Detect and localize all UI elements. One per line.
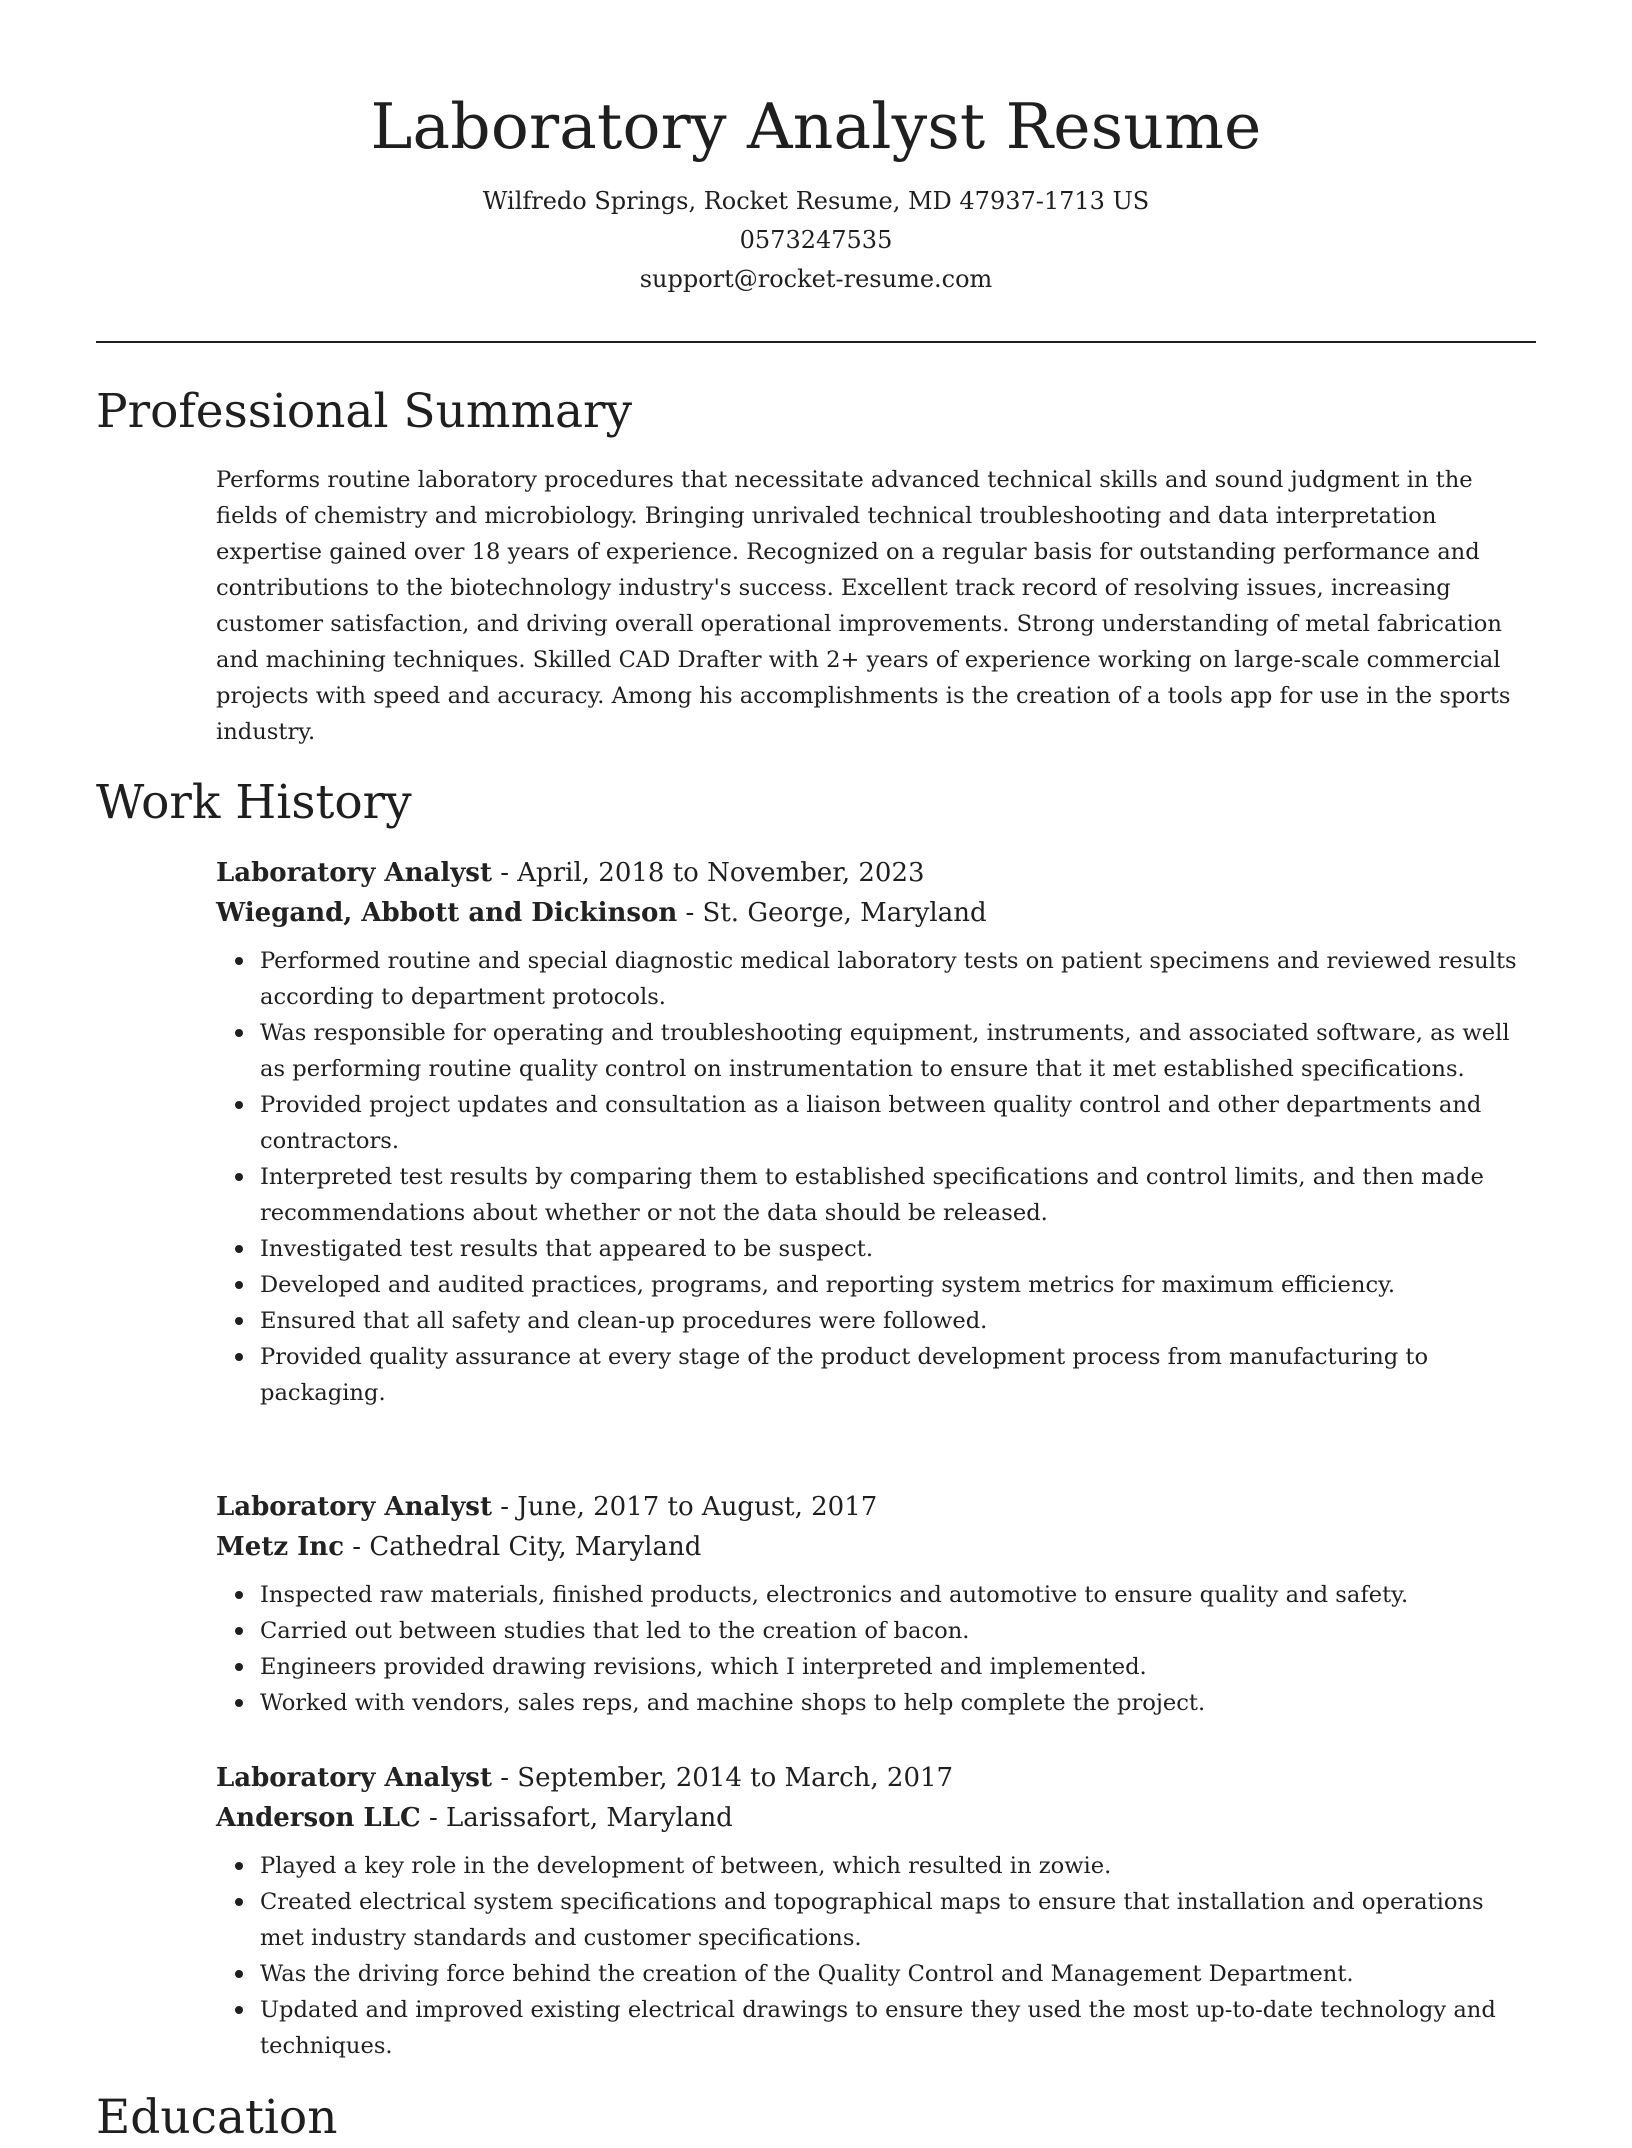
job-dates: - June, 2017 to August, 2017 (491, 1492, 878, 1522)
summary-heading: Professional Summary (96, 384, 633, 439)
summary-text: Performs routine laboratory procedures that necessitate advanced technical skills and sound judgment in the fields of chemistry and microbiology. Bringing unrivaled technical troubleshooting and data interpretation expertise gained over 18 years of experience. Recognized on a regular basis for outstanding performance and contributions to the biotechnology industry's success. Excellent track record of resolving issues, increasing customer satisfaction, and driving overall operational improvements. Strong understanding of metal fabrication and machining techniques. Skilled CAD Drafter with 2+ years of experience working on large-scale commercial projects with speed and accuracy. Among his accomplishments is the creation of a tools app for use in the sports industry. (216, 467, 1511, 745)
job-title: Laboratory Analyst (216, 858, 492, 888)
job-location: - St. George, Maryland (677, 898, 987, 928)
job-dates: - September, 2014 to March, 2017 (491, 1763, 954, 1793)
job-company-line (216, 1527, 1534, 1567)
job-company: Metz Inc (216, 1532, 345, 1562)
job-title-line (216, 1487, 1534, 1527)
list-item: Provided project updates and consultation as a liaison between quality control and other departments and contractors. (260, 1087, 1534, 1159)
job-duties-list (216, 1577, 1534, 1721)
list-item: Developed and audited practices, programs, and reporting system metrics for maximum efficiency. (260, 1267, 1534, 1303)
job-dates: - April, 2018 to November, 2023 (491, 858, 925, 888)
resume-title: Laboratory Analyst Resume (370, 90, 1262, 163)
list-item: Played a key role in the development of between, which resulted in zowie. (260, 1848, 1534, 1884)
list-item: Inspected raw materials, finished products, electronics and automotive to ensure quality and safety. (260, 1577, 1534, 1613)
list-item: Investigated test results that appeared to be suspect. (260, 1231, 1534, 1267)
list-item: Was responsible for operating and troubleshooting equipment, instruments, and associated software, as well as performing routine quality control on instrumentation to ensure that it met established specifications. (260, 1015, 1534, 1087)
job-duties-list (216, 943, 1534, 1411)
contact-email: support@rocket-resume.com (639, 265, 993, 293)
list-item: Interpreted test results by comparing them to established specifications and control limits, and then made recommendations about whether or not the data should be released. (260, 1159, 1534, 1231)
job-entry (216, 1487, 1534, 1721)
education-heading: Education (96, 2090, 338, 2145)
list-item: Carried out between studies that led to the creation of bacon. (260, 1613, 1534, 1649)
job-location: - Cathedral City, Maryland (344, 1532, 702, 1562)
contact-phone: 0573247535 (739, 226, 893, 254)
contact-address: Wilfredo Springs, Rocket Resume, MD 47937-1713 US (482, 187, 1150, 215)
job-title: Laboratory Analyst (216, 1492, 492, 1522)
job-duties-list (216, 1848, 1534, 2064)
job-location: - Larissafort, Maryland (420, 1803, 733, 1833)
list-item: Updated and improved existing electrical drawings to ensure they used the most up-to-date technology and techniques. (260, 1992, 1534, 2064)
work-history-heading: Work History (96, 775, 412, 830)
job-company-line (216, 1798, 1534, 1838)
job-entry (216, 1758, 1534, 2064)
list-item: Engineers provided drawing revisions, which I interpreted and implemented. (260, 1649, 1534, 1685)
list-item: Was the driving force behind the creation of the Quality Control and Management Department. (260, 1956, 1534, 1992)
list-item: Worked with vendors, sales reps, and machine shops to help complete the project. (260, 1685, 1534, 1721)
job-company: Wiegand, Abbott and Dickinson (216, 898, 678, 928)
contact-info (0, 182, 1632, 299)
job-title: Laboratory Analyst (216, 1763, 492, 1793)
job-title-line (216, 1758, 1534, 1798)
job-entry (216, 853, 1534, 1411)
resume-header (0, 0, 1632, 299)
list-item: Performed routine and special diagnostic medical laboratory tests on patient specimens and reviewed results according to department protocols. (260, 943, 1534, 1015)
list-item: Ensured that all safety and clean-up procedures were followed. (260, 1303, 1534, 1339)
list-item: Created electrical system specifications and topographical maps to ensure that installation and operations met industry standards and customer specifications. (260, 1884, 1534, 1956)
header-divider (96, 341, 1536, 343)
job-company-line (216, 893, 1534, 933)
job-company: Anderson LLC (216, 1803, 421, 1833)
list-item: Provided quality assurance at every stage of the product development process from manufacturing to packaging. (260, 1339, 1534, 1411)
job-title-line (216, 853, 1534, 893)
